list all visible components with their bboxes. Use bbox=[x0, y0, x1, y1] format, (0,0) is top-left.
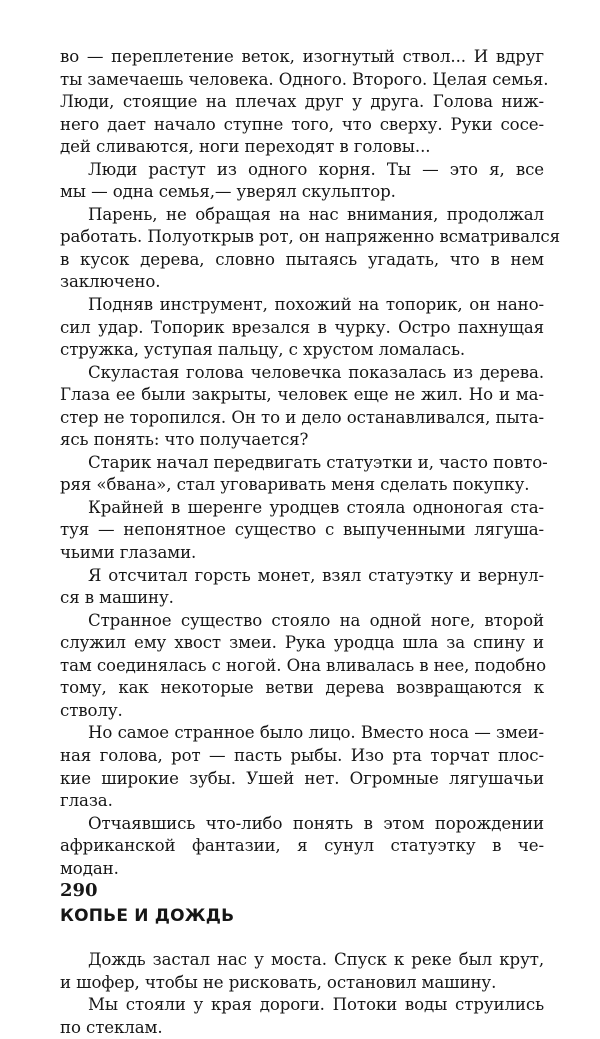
text-block-main bbox=[60, 46, 560, 880]
text-line: Старик начал передвигать статуэтки и, часто повто- bbox=[88, 452, 548, 472]
text-line: мы — одна семья,— уверял скульптор. bbox=[60, 182, 396, 202]
text-line: ся в машину. bbox=[60, 588, 174, 608]
text-line: Но самое странное было лицо. Вместо носа — змеи- bbox=[88, 723, 544, 743]
paragraph bbox=[60, 497, 544, 565]
paragraph bbox=[60, 294, 544, 362]
text-line: дей сливаются, ноги переходят в головы... bbox=[60, 137, 431, 157]
paragraph bbox=[60, 159, 544, 204]
paragraph bbox=[60, 813, 544, 881]
text-line: Глаза ее были закрыты, человек еще не жил. Но и ма- bbox=[60, 385, 544, 405]
text-line: работать. Полуоткрыв рот, он напряженно всматривался bbox=[60, 227, 560, 247]
text-line: и шофер, чтобы не рисковать, остановил машину. bbox=[60, 972, 497, 992]
text-line: там соединялась с ногой. Она вливалась в нее, подобно bbox=[60, 655, 547, 675]
paragraph bbox=[60, 565, 544, 610]
text-line: во — переплетение веток, изогнутый ствол... И вдруг bbox=[60, 47, 544, 66]
paragraph bbox=[60, 610, 547, 723]
text-line: глаза. bbox=[60, 791, 113, 811]
text-line: Странное существо стояло на одной ноге, второй bbox=[88, 610, 544, 630]
text-line: Люди, стоящие на плечах друг у друга. Голова ниж- bbox=[60, 92, 544, 112]
paragraph bbox=[60, 722, 544, 812]
text-line: Парень, не обращая на нас внимания, продолжал bbox=[88, 204, 544, 224]
text-line: Скуластая голова человечка показалась из дерева. bbox=[88, 362, 544, 382]
text-line: служил ему хвост змеи. Рука уродца шла за спину и bbox=[60, 633, 544, 653]
text-line: Мы стояли у края дороги. Потоки воды струились bbox=[88, 995, 544, 1015]
paragraph bbox=[60, 362, 544, 452]
text-line: ная голова, рот — пасть рыбы. Изо рта торчат плос- bbox=[60, 745, 544, 765]
text-line: ясь понять: что получается? bbox=[60, 430, 309, 450]
text-line: сил удар. Топорик врезался в чурку. Остро пахнущая bbox=[60, 317, 544, 337]
paragraph bbox=[60, 994, 544, 1039]
paragraph bbox=[60, 452, 548, 497]
text-line: стер не торопился. Он то и дело останавливался, пыта- bbox=[60, 407, 544, 427]
text-line: ты замечаешь человека. Одного. Второго. Целая семья. bbox=[60, 69, 549, 89]
text-line: по стеклам. bbox=[60, 1017, 163, 1037]
page-number: 290 bbox=[60, 880, 98, 901]
text-line: тому, как некоторые ветви дерева возвращаются к bbox=[60, 678, 544, 698]
text-line: ряя «бвана», стал уговаривать меня сделать покупку. bbox=[60, 475, 530, 495]
paragraph bbox=[60, 949, 544, 994]
text-line: Люди растут из одного корня. Ты — это я, все bbox=[88, 159, 544, 179]
text-line: стружка, уступая пальцу, с хрустом ломалась. bbox=[60, 340, 466, 360]
paragraph bbox=[60, 46, 549, 159]
text-line: туя — непонятное существо с выпученными лягуша- bbox=[60, 520, 544, 540]
paragraph bbox=[60, 204, 560, 294]
text-line: Отчаявшись что-либо понять в этом порождении bbox=[88, 813, 544, 833]
section-heading: КОПЬЕ И ДОЖДЬ bbox=[60, 906, 235, 927]
text-line: чьими глазами. bbox=[60, 543, 197, 563]
text-line: модан. bbox=[60, 858, 119, 878]
text-line: него дает начало ступне того, что сверху. Руки сосе- bbox=[60, 114, 544, 134]
text-line: стволу. bbox=[60, 700, 123, 720]
text-line: Я отсчитал горсть монет, взял статуэтку и вернул- bbox=[88, 565, 544, 585]
text-line: в кусок дерева, словно пытаясь угадать, что в нем bbox=[60, 249, 544, 269]
text-line: Подняв инструмент, похожий на топорик, он нано- bbox=[88, 295, 544, 315]
text-line: кие широкие зубы. Ушей нет. Огромные лягушачьи bbox=[60, 768, 544, 788]
text-line: Крайней в шеренге уродцев стояла одноногая ста- bbox=[88, 497, 544, 517]
text-line: Дождь застал нас у моста. Спуск к реке был крут, bbox=[88, 950, 544, 970]
text-block-section bbox=[60, 949, 544, 1039]
page-body bbox=[60, 46, 560, 1039]
text-line: заключено. bbox=[60, 272, 161, 292]
text-line: африканской фантазии, я сунул статуэтку в че- bbox=[60, 836, 544, 856]
